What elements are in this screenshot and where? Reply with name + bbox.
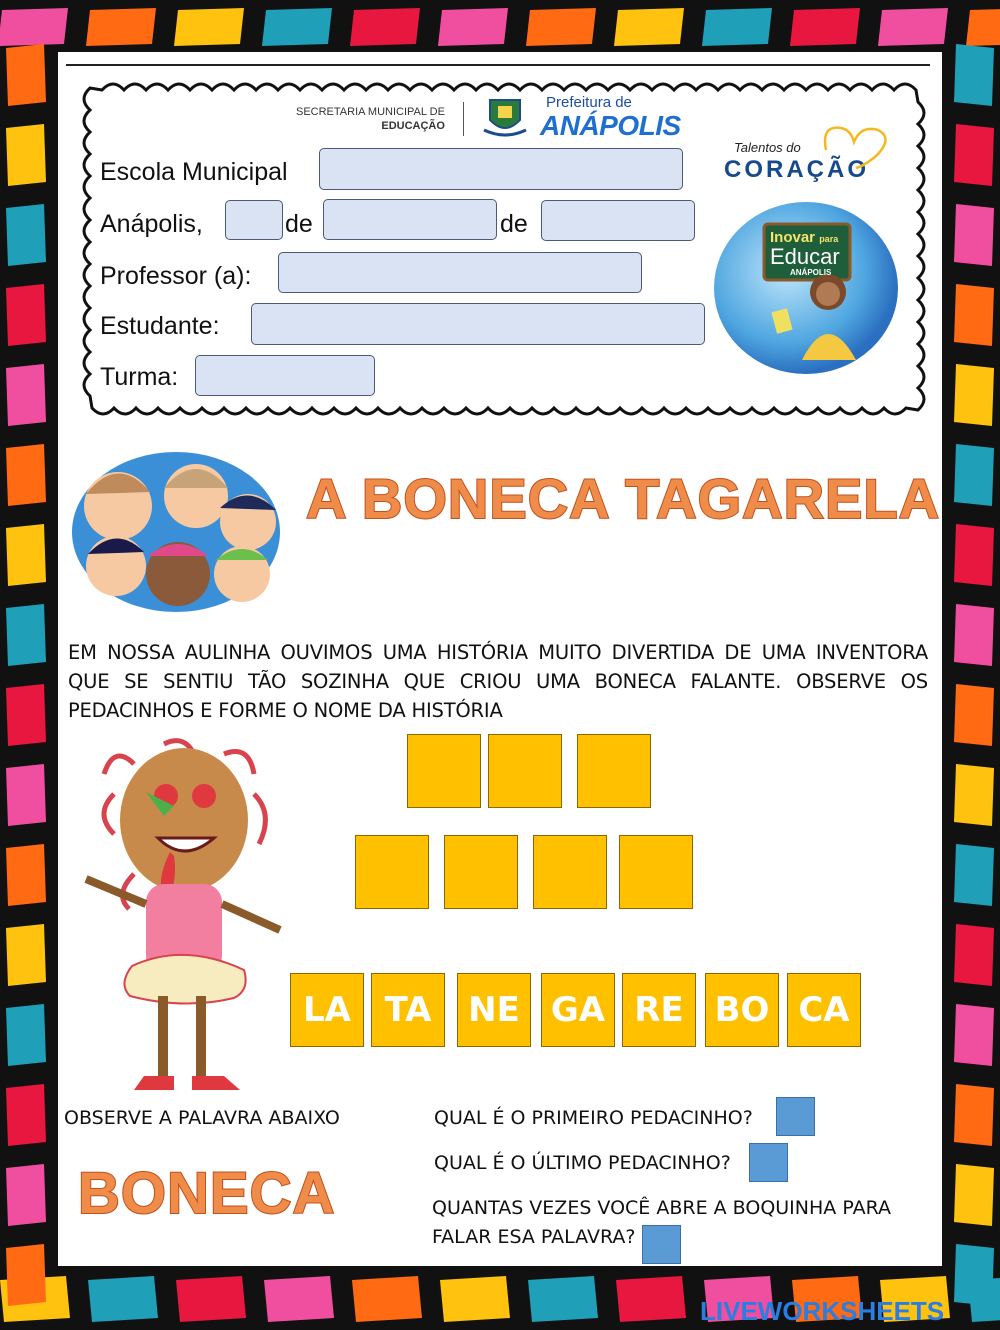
frame-stripe (6, 44, 46, 106)
title-slot-6[interactable] (533, 835, 607, 909)
story-title: A BONECA TAGARELA (306, 467, 941, 530)
frame-stripe (6, 924, 46, 986)
educar-text: Educar (770, 244, 840, 269)
de-label-1: de (285, 210, 313, 238)
observe-label: OBSERVE A PALAVRA ABAIXO (64, 1107, 340, 1129)
class-label: Turma: (100, 363, 179, 391)
focus-word: BONECA (78, 1161, 336, 1226)
day-input[interactable] (225, 200, 283, 240)
secretaria-logo (296, 105, 445, 133)
frame-stripe (702, 8, 772, 46)
frame-stripe (954, 124, 994, 186)
first-syllable-answer[interactable] (776, 1097, 815, 1136)
anapolis-label: ANÁPOLIS (540, 110, 681, 141)
watermark: LIVEWORKSHEETS (700, 1296, 945, 1326)
frame-stripe (352, 1276, 422, 1322)
de-label-2: de (500, 210, 528, 238)
frame-stripe (954, 684, 994, 746)
syllable-tile[interactable]: GA (541, 973, 615, 1047)
class-input[interactable] (195, 355, 375, 396)
frame-stripe (954, 204, 994, 266)
inovar-educar-globe (710, 200, 902, 376)
secretaria-text-2: EDUCAÇÃO (381, 120, 445, 132)
frame-stripe (262, 8, 332, 46)
frame-stripe (6, 204, 46, 266)
inovar-text: Inovar para (770, 229, 839, 246)
title-slot-3[interactable] (577, 734, 651, 808)
frame-stripe (528, 1276, 598, 1322)
frame-stripe (954, 284, 994, 346)
frame-stripe (0, 8, 68, 46)
talking-doll-illustration (74, 734, 300, 1106)
frame-stripe (6, 524, 46, 586)
children-illustration (70, 444, 282, 620)
school-input[interactable] (319, 148, 683, 190)
frame-stripe (6, 684, 46, 746)
frame-stripe (954, 924, 994, 986)
frame-stripe (6, 764, 46, 826)
teacher-label: Professor (a): (100, 262, 252, 290)
frame-stripe (350, 8, 420, 46)
frame-stripe (6, 844, 46, 906)
title-slot-4[interactable] (355, 835, 429, 909)
city-label: Anápolis, (100, 210, 203, 238)
frame-stripe (616, 1276, 686, 1322)
frame-stripe (954, 444, 994, 506)
title-slot-5[interactable] (444, 835, 518, 909)
first-syllable-question: QUAL É O PRIMEIRO PEDACINHO? (434, 1107, 753, 1129)
student-input[interactable] (251, 303, 705, 345)
frame-stripe (6, 1244, 46, 1306)
logo-divider (463, 102, 464, 136)
teacher-input[interactable] (278, 252, 642, 293)
syllable-tile[interactable]: CA (787, 973, 861, 1047)
frame-stripe (966, 8, 1000, 46)
frame-stripe (6, 604, 46, 666)
talentos-label: Talentos do (734, 140, 801, 155)
frame-stripe (6, 1084, 46, 1146)
count-question-line-2: FALAR ESA PALAVRA? (432, 1226, 636, 1248)
prefeitura-label: Prefeitura de (546, 94, 632, 111)
frame-stripe (954, 604, 994, 666)
frame-stripe (790, 8, 860, 46)
frame-stripe (614, 8, 684, 46)
frame-stripe (6, 444, 46, 506)
frame-stripe (176, 1276, 246, 1322)
frame-stripe (878, 8, 948, 46)
frame-stripe (6, 284, 46, 346)
frame-stripe (954, 1164, 994, 1226)
count-question-line-1: QUANTAS VEZES VOCÊ ABRE A BOQUINHA PARA (432, 1197, 891, 1219)
month-input[interactable] (323, 199, 497, 240)
frame-stripe (954, 844, 994, 906)
last-syllable-answer[interactable] (749, 1143, 788, 1182)
title-slot-1[interactable] (407, 734, 481, 808)
frame-stripe (954, 524, 994, 586)
syllable-tile[interactable]: BO (705, 973, 779, 1047)
header-rule (66, 64, 930, 66)
heart-outline-icon (816, 120, 896, 170)
frame-stripe (954, 764, 994, 826)
syllable-tile[interactable]: RE (622, 973, 696, 1047)
secretaria-text-1: SECRETARIA MUNICIPAL DE (296, 106, 445, 118)
frame-stripe (6, 124, 46, 186)
frame-stripe (526, 8, 596, 46)
frame-stripe (88, 1276, 158, 1322)
frame-stripe (6, 364, 46, 426)
frame-stripe (6, 1004, 46, 1066)
syllable-tile[interactable]: NE (457, 973, 531, 1047)
frame-stripe (174, 8, 244, 46)
last-syllable-question: QUAL É O ÚLTIMO PEDACINHO? (434, 1152, 731, 1174)
school-label: Escola Municipal (100, 158, 288, 186)
year-input[interactable] (541, 200, 695, 241)
city-crest-icon (480, 90, 530, 140)
frame-stripe (954, 1004, 994, 1066)
title-slot-2[interactable] (488, 734, 562, 808)
inovar-anapolis-text: ANÁPOLIS (790, 268, 832, 277)
syllable-count-answer[interactable] (642, 1225, 681, 1264)
frame-stripe (954, 364, 994, 426)
coracao-label: CORAÇÃO (724, 156, 869, 183)
syllable-tile[interactable]: LA (290, 973, 364, 1047)
frame-stripe (954, 1084, 994, 1146)
frame-stripe (86, 8, 156, 46)
title-slot-7[interactable] (619, 835, 693, 909)
student-label: Estudante: (100, 312, 220, 340)
frame-stripe (954, 44, 994, 106)
frame-stripe (264, 1276, 334, 1322)
frame-stripe (438, 8, 508, 46)
frame-stripe (440, 1276, 510, 1322)
frame-stripe (6, 1164, 46, 1226)
instructions-text: EM NOSSA AULINHA OUVIMOS UMA HISTÓRIA MUITO DIVERTIDA DE UMA INVENTORA QUE SE SENTIU TÃO SOZINHA QUE CRIOU UMA BONECA FALANTE. OBSERVE OS PEDACINHOS E FORME O NOME DA HISTÓRIA (68, 641, 928, 722)
syllable-tile[interactable]: TA (371, 973, 445, 1047)
frame-stripe (954, 1244, 994, 1306)
